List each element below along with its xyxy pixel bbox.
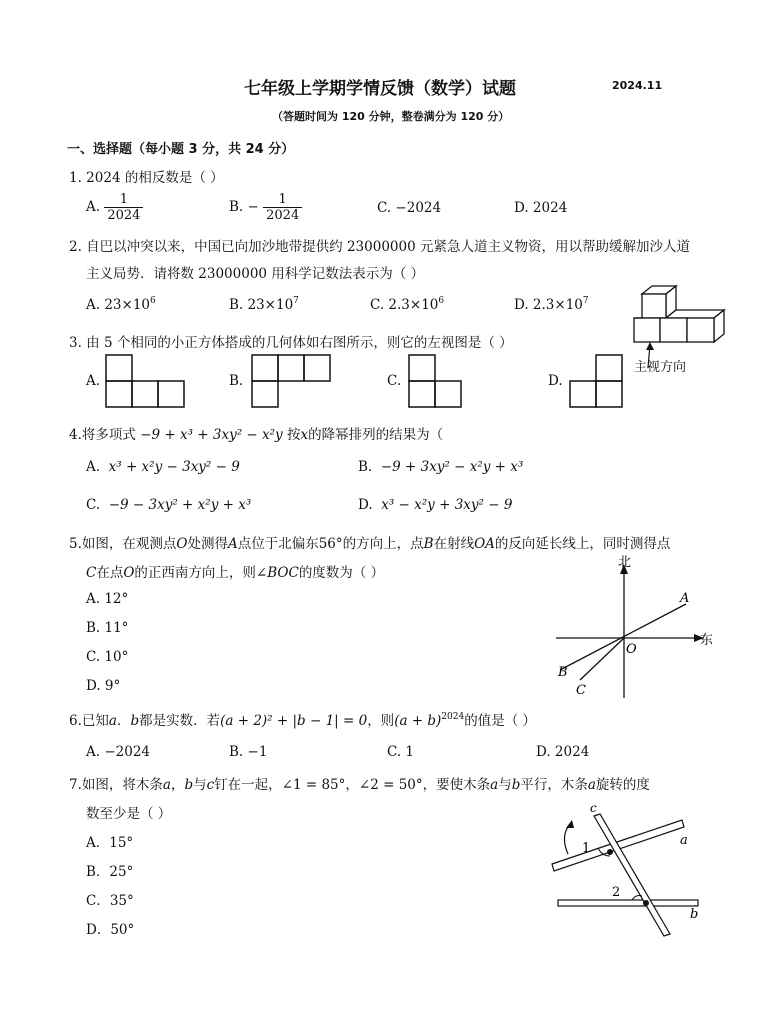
nail-2	[643, 900, 649, 906]
question-3-option-b-label: B.	[229, 373, 244, 389]
question-5-figure	[540, 552, 720, 702]
question-2-line-2: 主义局势．请将数 23000000 用科学记数法表示为（ ）	[86, 266, 425, 282]
question-4-option-b: B. −9 + 3xy² − x²y + x³	[358, 459, 524, 475]
question-6-option-b: B. −1	[229, 744, 268, 760]
question-1-option-c: C. −2024	[377, 200, 442, 216]
point-a-label: A	[680, 591, 690, 606]
question-4-stem: 4.将多项式 −9 + x³ + 3xy² − x²y 按x的降幂排列的结果为（	[69, 427, 444, 443]
question-1-option-d: D. 2024	[514, 200, 568, 216]
question-2-option-a: A. $23\times 10^6$	[86, 296, 156, 313]
question-2-option-b: B. $23\times 10^7$	[229, 296, 299, 313]
stick-b-label: b	[690, 907, 699, 922]
point-c-label: C	[576, 683, 586, 698]
question-7-line-2: 数至少是（ ）	[86, 806, 172, 822]
question-2-line-1: 2. 自巴以冲突以来，中国已向加沙地带提供约 23000000 元紧急人道主义物资，用以帮助缓解加沙人道	[69, 239, 690, 255]
question-5-option-b: B. 11°	[86, 620, 129, 636]
stick-c-label: c	[590, 801, 597, 815]
question-5-option-c: C. 10°	[86, 649, 129, 665]
angle-1-label: 1	[582, 841, 591, 856]
question-3-option-d-label: D.	[548, 373, 563, 389]
arrow-head-icon	[646, 342, 654, 350]
question-5-line-1: 5.如图，在观测点O处测得A点位于北偏东56°的方向上，点B在射线OA的反向延长线上，同时测得点	[69, 536, 671, 552]
nail-1	[607, 849, 613, 855]
question-5-option-a: A. 12°	[86, 591, 129, 607]
stick-a-label: a	[680, 833, 688, 848]
question-6-option-a: A. −2024	[86, 744, 150, 760]
stick-b	[558, 900, 698, 906]
rotation-arc	[564, 824, 570, 854]
angle-2-label: 2	[612, 885, 621, 900]
question-4-option-a: A. x³ + x²y − 3xy² − 9	[86, 459, 240, 475]
section-heading: 一、选择题（每小题 3 分，共 24 分）	[67, 142, 295, 157]
question-2-option-d: D. $2.3\times 10^7$	[514, 296, 589, 313]
rotation-arrow-icon	[566, 820, 574, 828]
question-3-option-d-figure	[568, 353, 632, 409]
question-1-option-a: A. $\frac{1}{2024}$	[86, 192, 143, 223]
question-2-option-c: C. $2.3\times 10^6$	[370, 296, 445, 313]
question-3-option-c-label: C.	[387, 373, 402, 389]
ray-oa	[560, 604, 686, 670]
question-7-option-c: C．35°	[86, 893, 134, 909]
question-5-line-2: C在点O的正西南方向上，则∠BOC的度数为（ ）	[86, 565, 385, 581]
question-7-option-d: D．50°	[86, 922, 135, 938]
question-7-option-b: B．25°	[86, 864, 134, 880]
question-3-option-a-label: A.	[86, 373, 101, 389]
question-7-figure	[548, 801, 718, 942]
question-3-option-c-figure	[407, 353, 471, 409]
north-label: 北	[618, 555, 632, 570]
question-6-option-c: C. 1	[387, 744, 415, 760]
question-4-option-d: D. x³ − x²y + 3xy² − 9	[358, 497, 513, 513]
point-b-label: B	[558, 665, 568, 680]
question-3-option-a-figure	[104, 353, 194, 409]
ray-oc	[580, 638, 624, 680]
page-title: 七年级上学期学情反馈（数学）试题	[244, 79, 516, 99]
question-7-option-a: A．15°	[86, 835, 134, 851]
question-3-option-b-figure	[250, 353, 340, 409]
question-1-stem: 1. 2024 的相反数是（ ）	[69, 170, 224, 186]
question-3-stem: 3. 由 5 个相同的小正方体搭成的几何体如右图所示，则它的左视图是（ ）	[69, 335, 513, 351]
question-5-option-d: D. 9°	[86, 678, 121, 694]
question-4-option-c: C. −9 − 3xy² + x²y + x³	[86, 497, 252, 513]
question-3-solid-figure	[628, 282, 728, 356]
question-7-line-1: 7.如图，将木条a，b与c钉在一起，∠1 = 85°，∠2 = 50°，要使木条a与b平行，木条a旋转的度	[69, 777, 650, 793]
point-o-label: O	[626, 642, 637, 657]
view-direction-caption: 主视方向	[634, 360, 687, 375]
question-1-option-b: B. − $\frac{1}{2024}$	[229, 192, 302, 223]
east-label: 东	[700, 633, 714, 648]
exam-date: 2024.11	[612, 79, 663, 92]
question-6-option-d: D. 2024	[536, 744, 590, 760]
exam-subtitle: （答题时间为 120 分钟，整卷满分为 120 分）	[272, 110, 510, 123]
question-6-stem: 6.已知a．b都是实数．若(a + 2)² + |b − 1| = 0，则$(a + b)^{2024}$的值是（ ）	[69, 712, 537, 729]
